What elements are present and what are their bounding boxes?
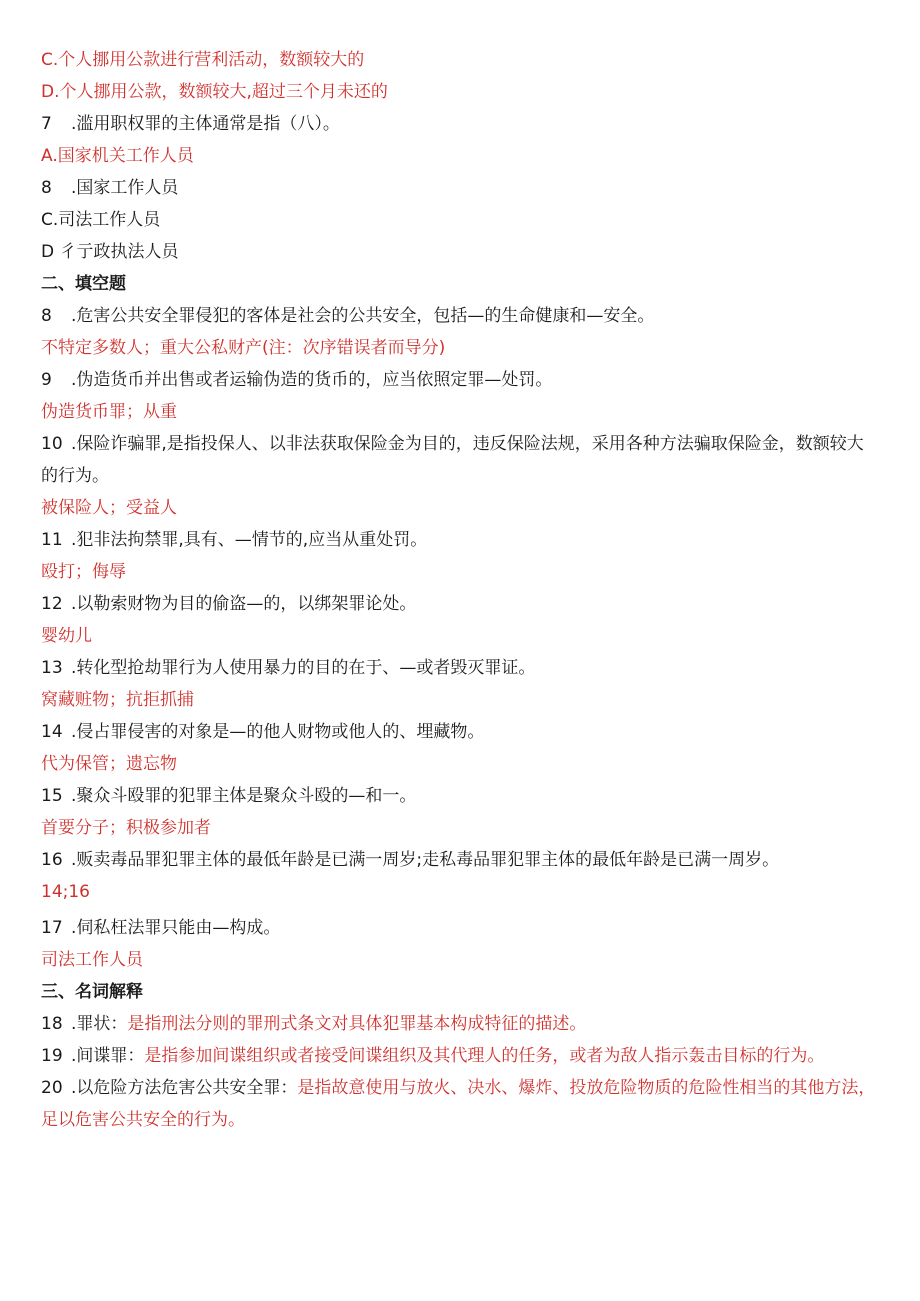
option-line: D 彳亍政执法人员 [41, 242, 179, 262]
question-number: 19 [41, 1046, 63, 1066]
section-heading: 三、名词解释 [41, 982, 143, 1002]
document-page [41, 44, 876, 1136]
answer-line: 首要分子；积极参加者 [41, 818, 211, 838]
question-line [41, 524, 876, 556]
answer-line: 司法工作人员 [41, 950, 143, 970]
question-text: .伪造货币并出售或者运输伪造的货币的，应当依照定罪—处罚。 [71, 370, 553, 390]
term-definition-line [41, 1072, 876, 1136]
answer-line: D.个人挪用公款，数额较大,超过三个月未还的 [41, 82, 388, 102]
question-text: .转化型抢劫罪行为人使用暴力的目的在于、—或者毁灭罪证。 [71, 658, 536, 678]
question-text: .聚众斗殴罪的犯罪主体是聚众斗殴的—和一。 [71, 786, 417, 806]
question-line [41, 108, 876, 140]
term-definition: 是指故意使用与放火、决水、爆炸、投放危险物质的危险性相当的其他方法，足以危害公共安全的行为。 [41, 1078, 876, 1130]
question-number: 9 [41, 370, 52, 390]
answer-line: 伪造货币罪；从重 [41, 402, 177, 422]
answer-line: 14;16 [41, 882, 90, 902]
term-definition-line [41, 1040, 876, 1072]
question-text: .伺私枉法罪只能由—构成。 [71, 918, 281, 938]
question-number: 14 [41, 722, 63, 742]
question-line [41, 716, 876, 748]
term-definition-line [41, 1008, 876, 1040]
question-number: 8 [41, 306, 52, 326]
question-line [41, 780, 876, 812]
term-name: .罪状： [71, 1014, 128, 1034]
question-number: 12 [41, 594, 63, 614]
option-line: C.司法工作人员 [41, 210, 161, 230]
question-number: 7 [41, 114, 52, 134]
question-number: 17 [41, 918, 63, 938]
term-definition: 是指刑法分则的罪刑式条文对具体犯罪基本构成特征的描述。 [127, 1014, 587, 1034]
answer-line: C.个人挪用公款进行营利活动，数额较大的 [41, 50, 365, 70]
question-number: 11 [41, 530, 63, 550]
answer-line: 不特定多数人；重大公私财产(注：次序错误者而导分) [41, 338, 446, 358]
question-number: 16 [41, 850, 63, 870]
question-line [41, 428, 876, 492]
question-number: 18 [41, 1014, 63, 1034]
question-line [41, 300, 876, 332]
question-text: .以勒索财物为目的偷盗—的，以绑架罪论处。 [71, 594, 417, 614]
question-text: .贩卖毒品罪犯罪主体的最低年龄是已满一周岁;走私毒品罪犯罪主体的最低年龄是已满一周岁。 [71, 850, 780, 870]
question-text: .滥用职权罪的主体通常是指（八）。 [71, 114, 340, 134]
answer-line: 殴打；侮辱 [41, 562, 126, 582]
answer-line: 被保险人；受益人 [41, 498, 177, 518]
question-number: 20 [41, 1078, 63, 1098]
question-line [41, 172, 876, 204]
question-line [41, 364, 876, 396]
section-heading: 二、填空题 [41, 274, 126, 294]
term-name: .间谍罪： [71, 1046, 145, 1066]
answer-line: 代为保管；遗忘物 [41, 754, 177, 774]
answer-line: 窝藏赃物；抗拒抓捕 [41, 690, 194, 710]
answer-line: A.国家机关工作人员 [41, 146, 194, 166]
question-number: 8 [41, 178, 52, 198]
question-text: .犯非法拘禁罪,具有、—情节的,应当从重处罚。 [71, 530, 428, 550]
question-line [41, 844, 876, 876]
question-line [41, 588, 876, 620]
question-line [41, 912, 876, 944]
question-text: .危害公共安全罪侵犯的客体是社会的公共安全，包括—的生命健康和—安全。 [71, 306, 655, 326]
answer-line: 婴幼儿 [41, 626, 92, 646]
question-number: 15 [41, 786, 63, 806]
question-text: .保险诈骗罪,是指投保人、以非法获取保险金为目的，违反保险法规，采用各种方法骗取保险金，数额较大的行为。 [41, 434, 864, 486]
question-text: .侵占罪侵害的对象是—的他人财物或他人的、埋藏物。 [71, 722, 485, 742]
term-name: .以危险方法危害公共安全罪： [71, 1078, 298, 1098]
question-number: 10 [41, 434, 63, 454]
question-line [41, 652, 876, 684]
question-number: 13 [41, 658, 63, 678]
term-definition: 是指参加间谍组织或者接受间谍组织及其代理人的任务，或者为敌人指示轰击目标的行为。 [144, 1046, 825, 1066]
question-text: .国家工作人员 [71, 178, 179, 198]
